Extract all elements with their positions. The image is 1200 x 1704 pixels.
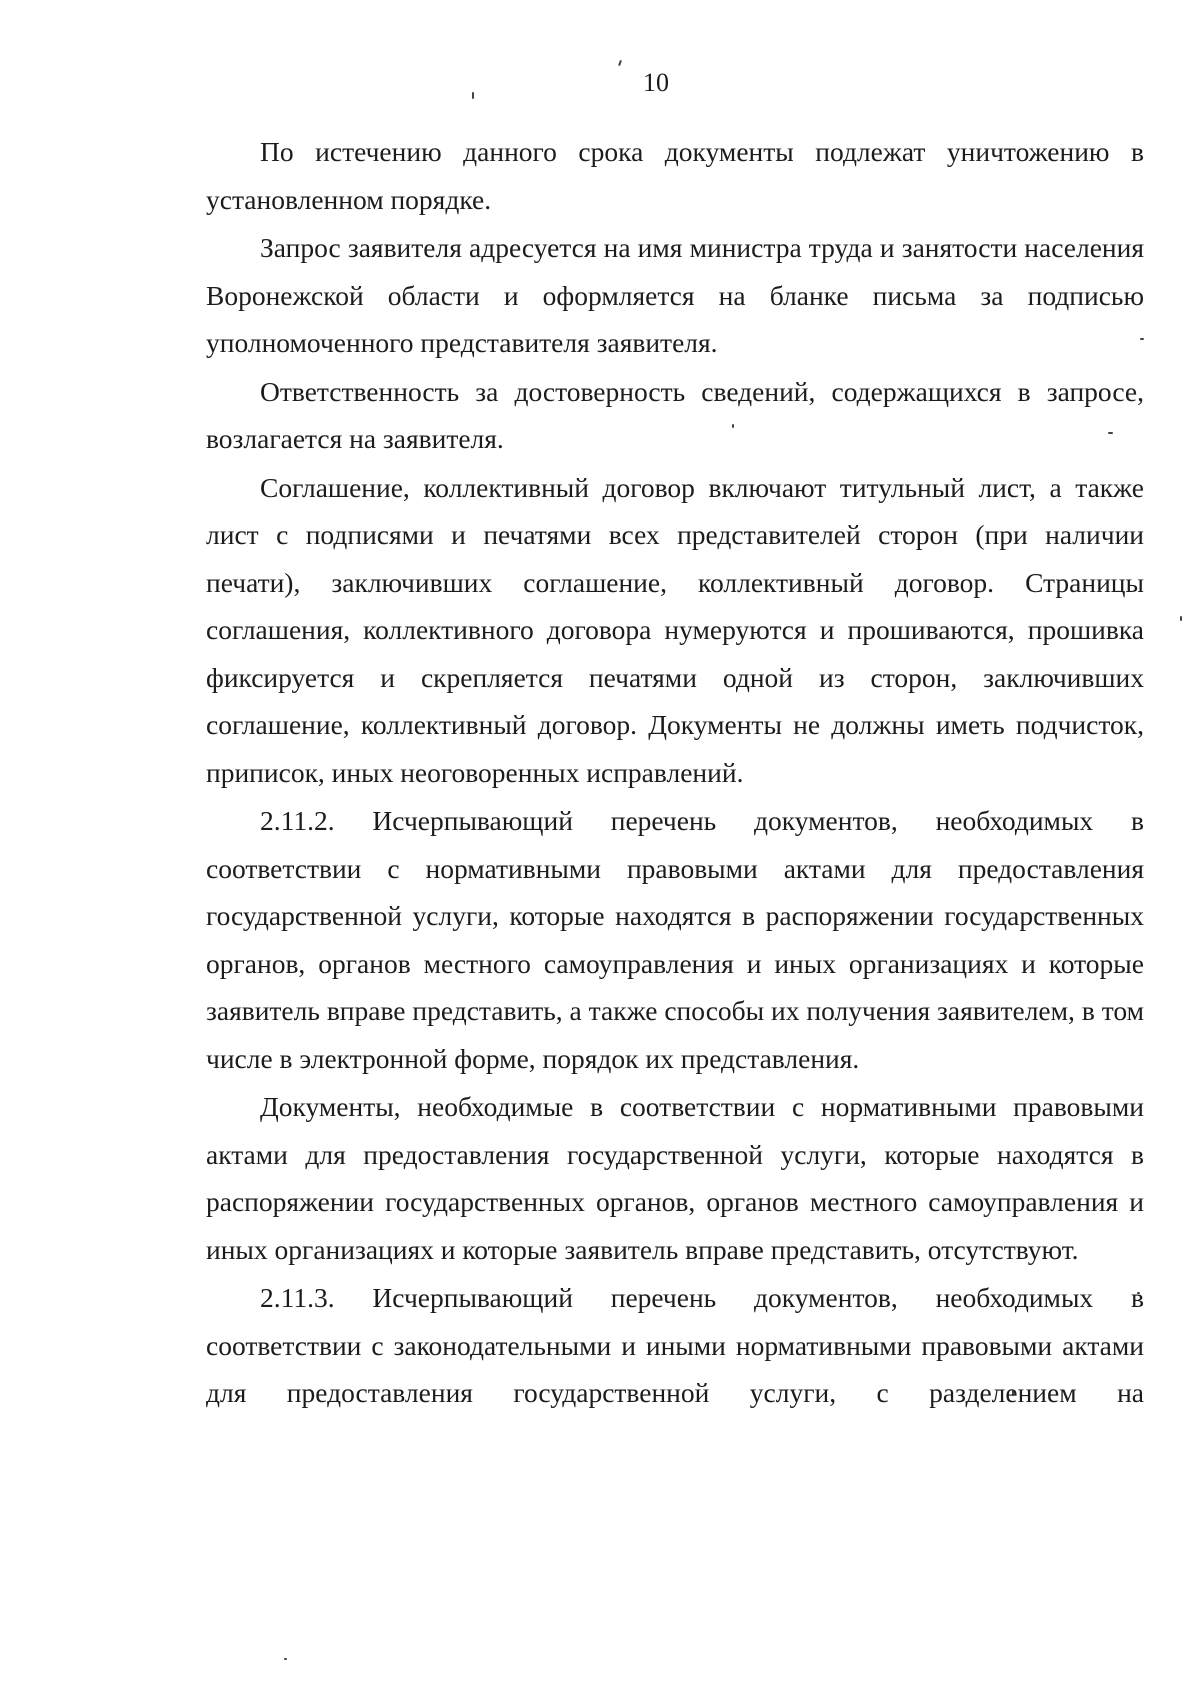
document-body <box>206 128 1144 1417</box>
scan-speck <box>1180 616 1182 621</box>
scan-speck <box>618 60 622 66</box>
page-number: 10 <box>643 68 669 97</box>
paragraph-section-2-11-3: 2.11.3. Исчерпывающий перечень документов, необходимых в соответствии с законодательными и иными нормативными правовыми актами для предоставления государственной услуги, с разделением на <box>206 1282 1144 1408</box>
paragraph-agreement-requirements: Соглашение, коллективный договор включают титульный лист, а также лист с подписями и печатями всех представителей сторон (при наличии печати), заключивших соглашение, коллективный договор. Страницы соглашения, коллективного договора нумеруются и прошиваются, прошивка фиксируется и скрепляется печатями одной из сторон, заключивших соглашение, коллективный договор. Документы не должны иметь подчисток, приписок, иных неоговоренных исправлений. <box>206 471 1144 788</box>
paragraph-section-2-11-2: 2.11.2. Исчерпывающий перечень документов, необходимых в соответствии с нормативными правовыми актами для предоставления государственной услуги, которые находятся в распоряжении государственных органов, органов местного самоуправления и иных организациях и которые заявитель вправе представить, а также способы их получения заявителем, в том числе в электронной форме, порядок их представления. <box>206 805 1144 1074</box>
scan-speck <box>284 1658 287 1660</box>
paragraph-storage-destruction: По истечению данного срока документы подлежат уничтожению в установленном порядке. <box>206 136 1144 215</box>
paragraph-request-addressee: Запрос заявителя адресуется на имя министра труда и занятости населения Воронежской области и оформляется на бланке письма за подписью уполномоченного представителя заявителя. <box>206 232 1144 358</box>
paragraph-responsibility: Ответственность за достоверность сведений, содержащихся в запросе, возлагается на заявителя. <box>206 375 1144 454</box>
paragraph-documents-absent: Документы, необходимые в соответствии с нормативными правовыми актами для предоставления государственной услуги, которые находятся в распоряжении государственных органов, органов местного самоуправления и иных организациях и которые заявитель вправе представить, отсутствуют. <box>206 1091 1144 1265</box>
scan-speck <box>472 92 474 99</box>
